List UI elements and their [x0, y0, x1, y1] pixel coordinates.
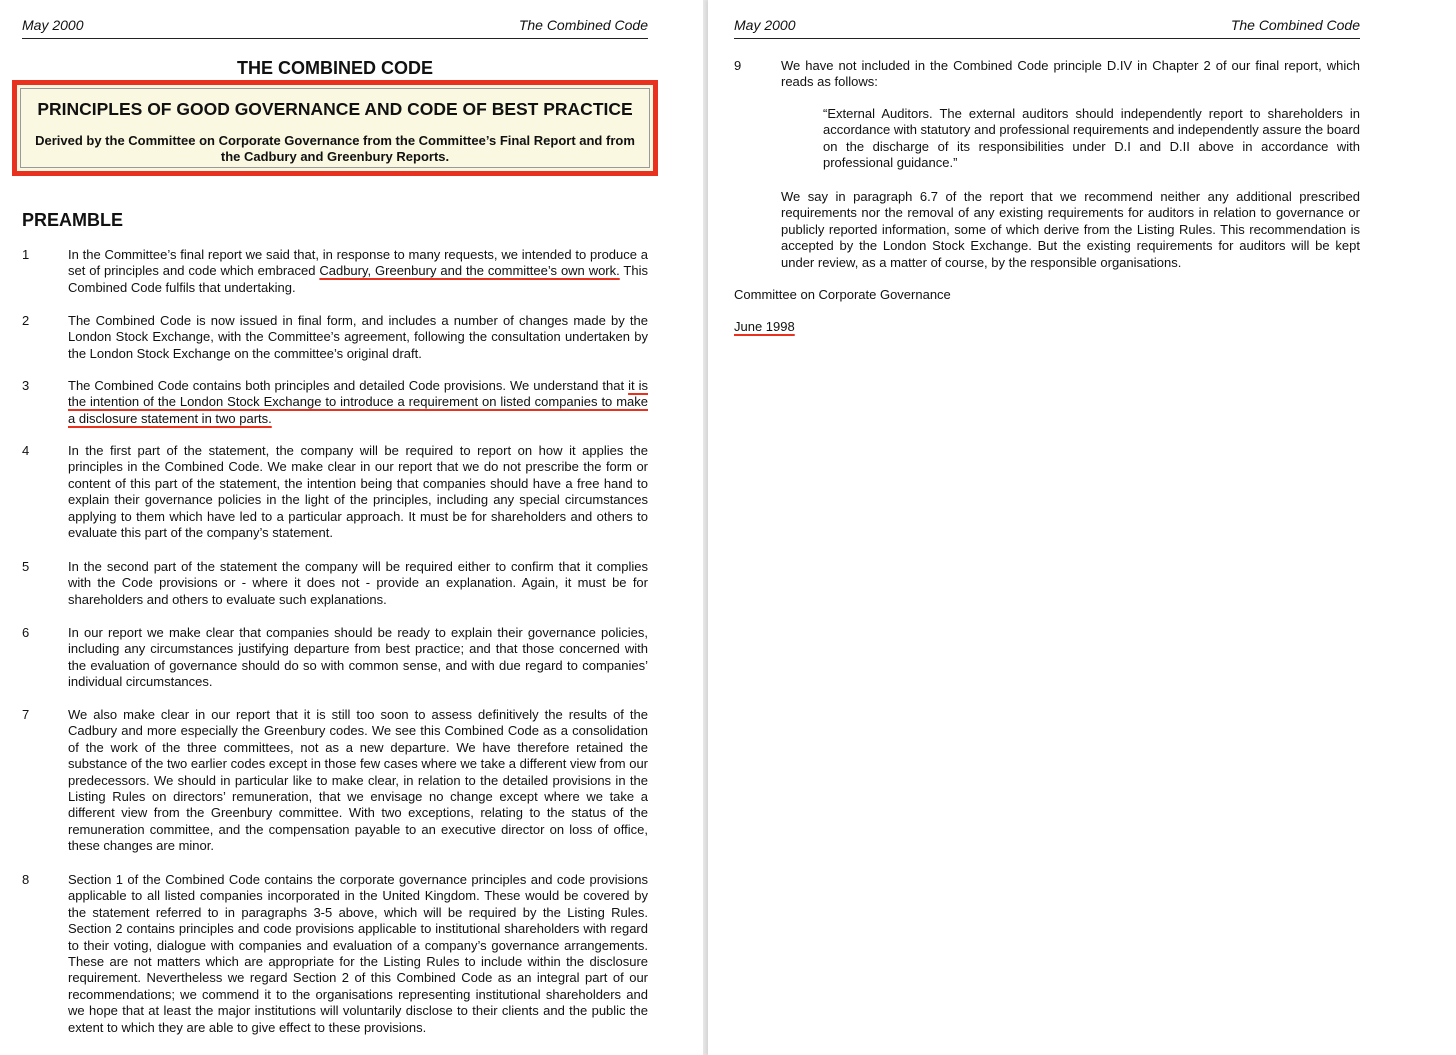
text-run: The Combined Code contains both principles and detailed Code provisions. We understand that — [68, 378, 629, 393]
committee-signature: Committee on Corporate Governance — [734, 287, 951, 302]
preamble-heading: PREAMBLE — [22, 210, 124, 230]
underlined-date: June 1998 — [734, 319, 795, 334]
page-header — [734, 17, 1360, 39]
paragraph-number: 6 — [22, 625, 30, 640]
header-doc-title: The Combined Code — [518, 17, 648, 33]
signoff-date — [734, 319, 795, 334]
text-run: In the Committee’s final report we said that, in response to many requests, we intended to produce a set of principles and code which embraced — [68, 247, 648, 279]
box-main-heading: PRINCIPLES OF GOOD GOVERNANCE AND CODE OF BEST PRACTICE — [37, 99, 633, 119]
paragraph-number: 7 — [22, 707, 30, 722]
underlined-text: it is the intention of the London Stock Exchange to introduce a requirement on listed companies to make a disclosure statement in two parts. — [68, 378, 648, 426]
box-subheading: Derived by the Committee on Corporate Governance from the Committee’s Final Report and from the Cadbury and Greenbury Reports. — [35, 133, 635, 164]
paragraph-9-continued: We say in paragraph 6.7 of the report that we recommend neither any additional prescribed requirements nor the removal of any existing requirements for auditors in relation to governance or publicly reported information, some of which derive from the Listing Rules. This recommendation is accepted by the London Stock Exchange. But the existing requirements for auditors will be kept under review, as a matter of course, by the responsible organisations. — [781, 189, 1360, 270]
highlighted-title-box — [12, 80, 658, 176]
paragraph-number: 8 — [22, 872, 30, 887]
header-doc-title: The Combined Code — [1230, 17, 1360, 33]
document-page-left — [0, 0, 703, 1055]
paragraph-text: In our report we make clear that companies should be ready to explain their governance policies, including any circumstances justifying departure from best practice; and that those concerned with the evaluation of governance should do so with common sense, and with due regard to companies’ individual circumstances. — [68, 625, 648, 690]
paragraph-text: In the second part of the statement the company will be required either to confirm that it complies with the Code provisions or - where it does not - provide an explanation. Again, it must be for shareholders and others to evaluate such explanations. — [68, 559, 648, 607]
paragraph-text: In the first part of the statement, the company will be required to report on how it applies the principles in the Combined Code. We make clear in our report that we do not prescribe the form or content of this part of the statement, the intention being that companies should have a free hand to explain their governance policies in the light of the principles, including any special circumstances applying to them which have led to a particular approach. It must be for shareholders and others to evaluate this part of the company’s statement. — [68, 443, 648, 541]
header-date: May 2000 — [734, 17, 796, 33]
paragraph-text — [68, 247, 648, 296]
title-box-inner — [20, 88, 650, 168]
paragraph-number: 1 — [22, 247, 30, 262]
header-date: May 2000 — [22, 17, 84, 33]
page-header — [22, 17, 648, 39]
paragraph-number: 3 — [22, 378, 30, 393]
text-run: This Combined Code fulfils that undertaking. — [68, 263, 648, 295]
block-quote: “External Auditors. The external auditors should independently report to shareholders in accordance with statutory and professional requirements and independently assure the board on the discharge of its responsibilities under D.I and D.II above in accordance with professional guidance.” — [823, 106, 1360, 171]
paragraph-text — [68, 378, 648, 427]
document-page-right — [708, 0, 1456, 1055]
paragraph-number: 5 — [22, 559, 30, 574]
paragraph-text: The Combined Code is now issued in final form, and includes a number of changes made by the London Stock Exchange, with the Committee’s agreement, following the consultation undertaken by the London Stock Exchange on the committee’s original draft. — [68, 313, 648, 361]
paragraph-number: 9 — [734, 58, 742, 73]
document-title: THE COMBINED CODE — [236, 58, 433, 78]
paragraph-text: We have not included in the Combined Code principle D.IV in Chapter 2 of our final report, which reads as follows: — [781, 58, 1360, 90]
paragraph-number: 2 — [22, 313, 30, 328]
paragraph-text: We also make clear in our report that it is still too soon to assess definitively the results of the Cadbury and more especially the Greenbury codes. We see this Combined Code as a consolidation of the work of the three committees, not as a new departure. We have therefore retained the substance of the two earlier codes except in those few cases where we take a different view from our predecessors. We should in particular like to make clear, in relation to the detailed provisions in the Listing Rules on directors’ remuneration, that we envisage no change except where we take a different view from the Greenbury committee. With two exceptions, relating to the status of the remuneration committee, and the compensation payable to an executive director on loss of office, these changes are minor. — [68, 707, 649, 854]
underlined-text: Cadbury, Greenbury and the committee’s own work. — [319, 263, 620, 279]
paragraph-number: 4 — [22, 443, 30, 458]
paragraph-text: Section 1 of the Combined Code contains the corporate governance principles and code provisions applicable to all listed companies incorporated in the United Kingdom. These would be covered by the statement referred to in paragraphs 3-5 above, which will be required by the Listing Rules. Section 2 contains principles and code provisions applicable to institutional shareholders with regard to their voting, dialogue with companies and evaluation of a company’s governance arrangements. These are not matters which are appropriate for the Listing Rules to include within the disclosure requirement. Nevertheless we regard Section 2 of this Combined Code as an integral part of our recommendations; we commend it to the organisations representing institutional shareholders and we hope that at least the major institutions will voluntarily disclose to their clients and the public the extent to which they are able to give effect to these provisions. — [68, 872, 648, 1035]
